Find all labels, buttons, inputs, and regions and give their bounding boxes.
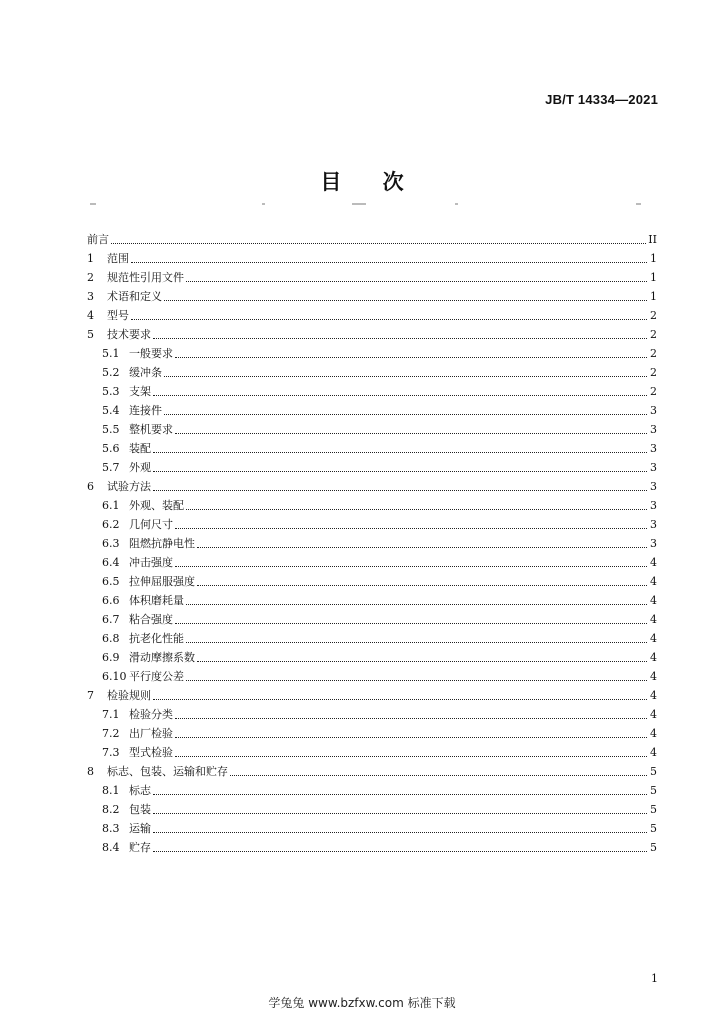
toc-entry-page: 2 [650, 347, 657, 360]
toc-entry[interactable] [87, 494, 657, 513]
toc-entry-title: 前言 [87, 233, 109, 246]
toc-entry-number: 7.2 [102, 727, 120, 740]
toc-entry-title: 几何尺寸 [129, 518, 173, 531]
toc-entry-page: 4 [650, 746, 657, 759]
toc-entry-number: 6 [87, 480, 94, 493]
toc-dot-leader [197, 585, 647, 586]
toc-entry-page: 3 [650, 461, 657, 474]
toc-entry-page: 3 [650, 442, 657, 455]
toc-dot-leader [230, 775, 647, 776]
toc-entry-number: 5.3 [102, 385, 120, 398]
toc-entry-page: 4 [650, 708, 657, 721]
toc-dot-leader [164, 414, 647, 415]
toc-entry-title: 支架 [129, 385, 151, 398]
toc-entry-title: 型号 [107, 309, 129, 322]
toc-entry-page: 4 [650, 632, 657, 645]
toc-entry-title: 抗老化性能 [129, 632, 184, 645]
toc-entry-title: 拉伸屈服强度 [129, 575, 195, 588]
toc-entry[interactable] [87, 779, 657, 798]
toc-entry[interactable] [87, 342, 657, 361]
toc-entry[interactable] [87, 532, 657, 551]
toc-entry-number: 8.2 [102, 803, 120, 816]
toc-entry-title: 标志、包装、运输和贮存 [107, 765, 228, 778]
toc-entry-title: 技术要求 [107, 328, 151, 341]
toc-entry-page: 4 [650, 689, 657, 702]
toc-entry-page: 5 [650, 822, 657, 835]
page-number: 1 [651, 972, 658, 985]
toc-entry-title: 检验分类 [129, 708, 173, 721]
toc-entry[interactable] [87, 513, 657, 532]
toc-dot-leader [197, 547, 647, 548]
toc-entry[interactable] [87, 456, 657, 475]
toc-entry-page: 2 [650, 366, 657, 379]
toc-entry-number: 5 [87, 328, 94, 341]
standard-code: JB/T 14334—2021 [545, 92, 658, 107]
toc-entry-number: 4 [87, 309, 94, 322]
toc-entry-page: 2 [650, 328, 657, 341]
toc-entry-page: 4 [650, 727, 657, 740]
toc-entry-number: 6.4 [102, 556, 120, 569]
toc-entry-number: 5.4 [102, 404, 120, 417]
toc-entry-page: II [648, 233, 657, 246]
toc-entry-page: 1 [650, 271, 657, 284]
toc-entry-page: 4 [650, 556, 657, 569]
toc-entry-page: 4 [650, 575, 657, 588]
toc-entry-title: 试验方法 [107, 480, 151, 493]
toc-entry[interactable] [87, 627, 657, 646]
toc-dot-leader [186, 509, 647, 510]
toc-entry[interactable] [87, 589, 657, 608]
toc-entry-title: 贮存 [129, 841, 151, 854]
toc-entry-title: 体积磨耗量 [129, 594, 184, 607]
toc-entry-number: 5.1 [102, 347, 120, 360]
toc-entry-page: 1 [650, 290, 657, 303]
toc-entry-title: 检验规则 [107, 689, 151, 702]
toc-entry-title: 一般要求 [129, 347, 173, 360]
toc-entry-title: 滑动摩擦系数 [129, 651, 195, 664]
toc-entry-page: 5 [650, 841, 657, 854]
toc-entry-title: 术语和定义 [107, 290, 162, 303]
toc-dot-leader [153, 490, 647, 491]
toc-entry-title: 平行度公差 [129, 670, 184, 683]
toc-entry[interactable] [87, 722, 657, 741]
toc-entry[interactable] [87, 399, 657, 418]
toc-entry-number: 6.5 [102, 575, 120, 588]
toc-entry-page: 4 [650, 651, 657, 664]
toc-entry-title: 出厂检验 [129, 727, 173, 740]
toc-entry[interactable] [87, 703, 657, 722]
toc-entry-title: 整机要求 [129, 423, 173, 436]
watermark-text: 学兔兔 www.bzfxw.com 标准下载 [268, 996, 456, 1010]
toc-entry-page: 2 [650, 309, 657, 322]
toc-dot-leader [175, 566, 647, 567]
toc-entry-number: 7 [87, 689, 94, 702]
toc-dot-leader [111, 243, 646, 244]
table-of-contents [87, 228, 657, 855]
toc-entry-number: 7.3 [102, 746, 120, 759]
toc-entry-title: 缓冲条 [129, 366, 162, 379]
toc-entry-page: 2 [650, 385, 657, 398]
toc-dot-leader [153, 452, 647, 453]
toc-entry-title: 装配 [129, 442, 151, 455]
toc-dot-leader [131, 262, 647, 263]
toc-dot-leader [186, 642, 647, 643]
toc-dot-leader [153, 395, 647, 396]
toc-entry-page: 5 [650, 765, 657, 778]
toc-dot-leader [175, 623, 647, 624]
toc-dot-leader [153, 794, 647, 795]
toc-entry-title: 阻燃抗静电性 [129, 537, 195, 550]
toc-entry-title: 包装 [129, 803, 151, 816]
scan-artifact [0, 203, 724, 207]
toc-entry[interactable] [87, 247, 657, 266]
toc-entry-page: 3 [650, 404, 657, 417]
toc-dot-leader [164, 300, 647, 301]
toc-entry[interactable] [87, 665, 657, 684]
toc-entry-number: 6.1 [102, 499, 120, 512]
toc-entry-title: 冲击强度 [129, 556, 173, 569]
toc-dot-leader [186, 281, 647, 282]
toc-entry[interactable] [87, 760, 657, 779]
toc-entry-number: 5.2 [102, 366, 120, 379]
toc-dot-leader [175, 357, 647, 358]
toc-entry-title: 运输 [129, 822, 151, 835]
toc-entry-title: 规范性引用文件 [107, 271, 184, 284]
toc-dot-leader [153, 338, 647, 339]
toc-entry-number: 6.7 [102, 613, 120, 626]
toc-dot-leader [131, 319, 647, 320]
toc-entry-page: 4 [650, 613, 657, 626]
toc-entry-number: 6.8 [102, 632, 120, 645]
toc-entry[interactable] [87, 684, 657, 703]
toc-entry-number: 6.10 [102, 670, 127, 683]
toc-dot-leader [175, 718, 647, 719]
toc-dot-leader [186, 604, 647, 605]
toc-entry[interactable] [87, 418, 657, 437]
toc-entry[interactable] [87, 266, 657, 285]
page-title: 目 次 [320, 170, 404, 194]
toc-entry-page: 3 [650, 499, 657, 512]
toc-entry-page: 4 [650, 594, 657, 607]
toc-entry-number: 5.5 [102, 423, 120, 436]
toc-dot-leader [175, 433, 647, 434]
toc-dot-leader [153, 471, 647, 472]
toc-entry[interactable] [87, 323, 657, 342]
toc-entry[interactable] [87, 798, 657, 817]
toc-entry-number: 8.3 [102, 822, 120, 835]
toc-entry[interactable] [87, 475, 657, 494]
toc-entry-title: 范围 [107, 252, 129, 265]
toc-entry-page: 4 [650, 670, 657, 683]
toc-entry[interactable] [87, 836, 657, 855]
toc-entry[interactable] [87, 304, 657, 323]
toc-dot-leader [175, 528, 647, 529]
toc-dot-leader [186, 680, 647, 681]
toc-dot-leader [164, 376, 647, 377]
toc-entry-number: 5.6 [102, 442, 120, 455]
toc-entry-title: 连接件 [129, 404, 162, 417]
toc-entry-title: 外观、装配 [129, 499, 184, 512]
toc-entry-title: 粘合强度 [129, 613, 173, 626]
toc-entry-number: 6.2 [102, 518, 120, 531]
toc-entry[interactable] [87, 361, 657, 380]
toc-entry-number: 8 [87, 765, 94, 778]
toc-entry-number: 8.4 [102, 841, 120, 854]
toc-dot-leader [153, 699, 647, 700]
toc-entry-title: 标志 [129, 784, 151, 797]
toc-entry[interactable] [87, 228, 657, 247]
toc-entry-number: 6.6 [102, 594, 120, 607]
toc-entry[interactable] [87, 551, 657, 570]
toc-entry-title: 外观 [129, 461, 151, 474]
toc-entry-page: 1 [650, 252, 657, 265]
toc-dot-leader [153, 832, 647, 833]
toc-entry-title: 型式检验 [129, 746, 173, 759]
toc-entry-number: 8.1 [102, 784, 120, 797]
toc-dot-leader [153, 851, 647, 852]
toc-entry-number: 1 [87, 252, 94, 265]
toc-entry-page: 3 [650, 518, 657, 531]
toc-entry-number: 6.9 [102, 651, 120, 664]
toc-entry[interactable] [87, 437, 657, 456]
toc-entry[interactable] [87, 741, 657, 760]
toc-dot-leader [175, 756, 647, 757]
toc-entry-page: 5 [650, 784, 657, 797]
toc-entry-number: 2 [87, 271, 94, 284]
toc-entry[interactable] [87, 646, 657, 665]
toc-dot-leader [175, 737, 647, 738]
toc-entry[interactable] [87, 285, 657, 304]
toc-entry[interactable] [87, 570, 657, 589]
toc-entry[interactable] [87, 608, 657, 627]
toc-entry-page: 3 [650, 423, 657, 436]
toc-entry-number: 3 [87, 290, 94, 303]
toc-dot-leader [197, 661, 647, 662]
toc-dot-leader [153, 813, 647, 814]
toc-entry-page: 5 [650, 803, 657, 816]
toc-entry-number: 5.7 [102, 461, 120, 474]
toc-entry[interactable] [87, 380, 657, 399]
toc-entry[interactable] [87, 817, 657, 836]
toc-entry-number: 7.1 [102, 708, 120, 721]
toc-entry-number: 6.3 [102, 537, 120, 550]
toc-entry-page: 3 [650, 480, 657, 493]
toc-entry-page: 3 [650, 537, 657, 550]
